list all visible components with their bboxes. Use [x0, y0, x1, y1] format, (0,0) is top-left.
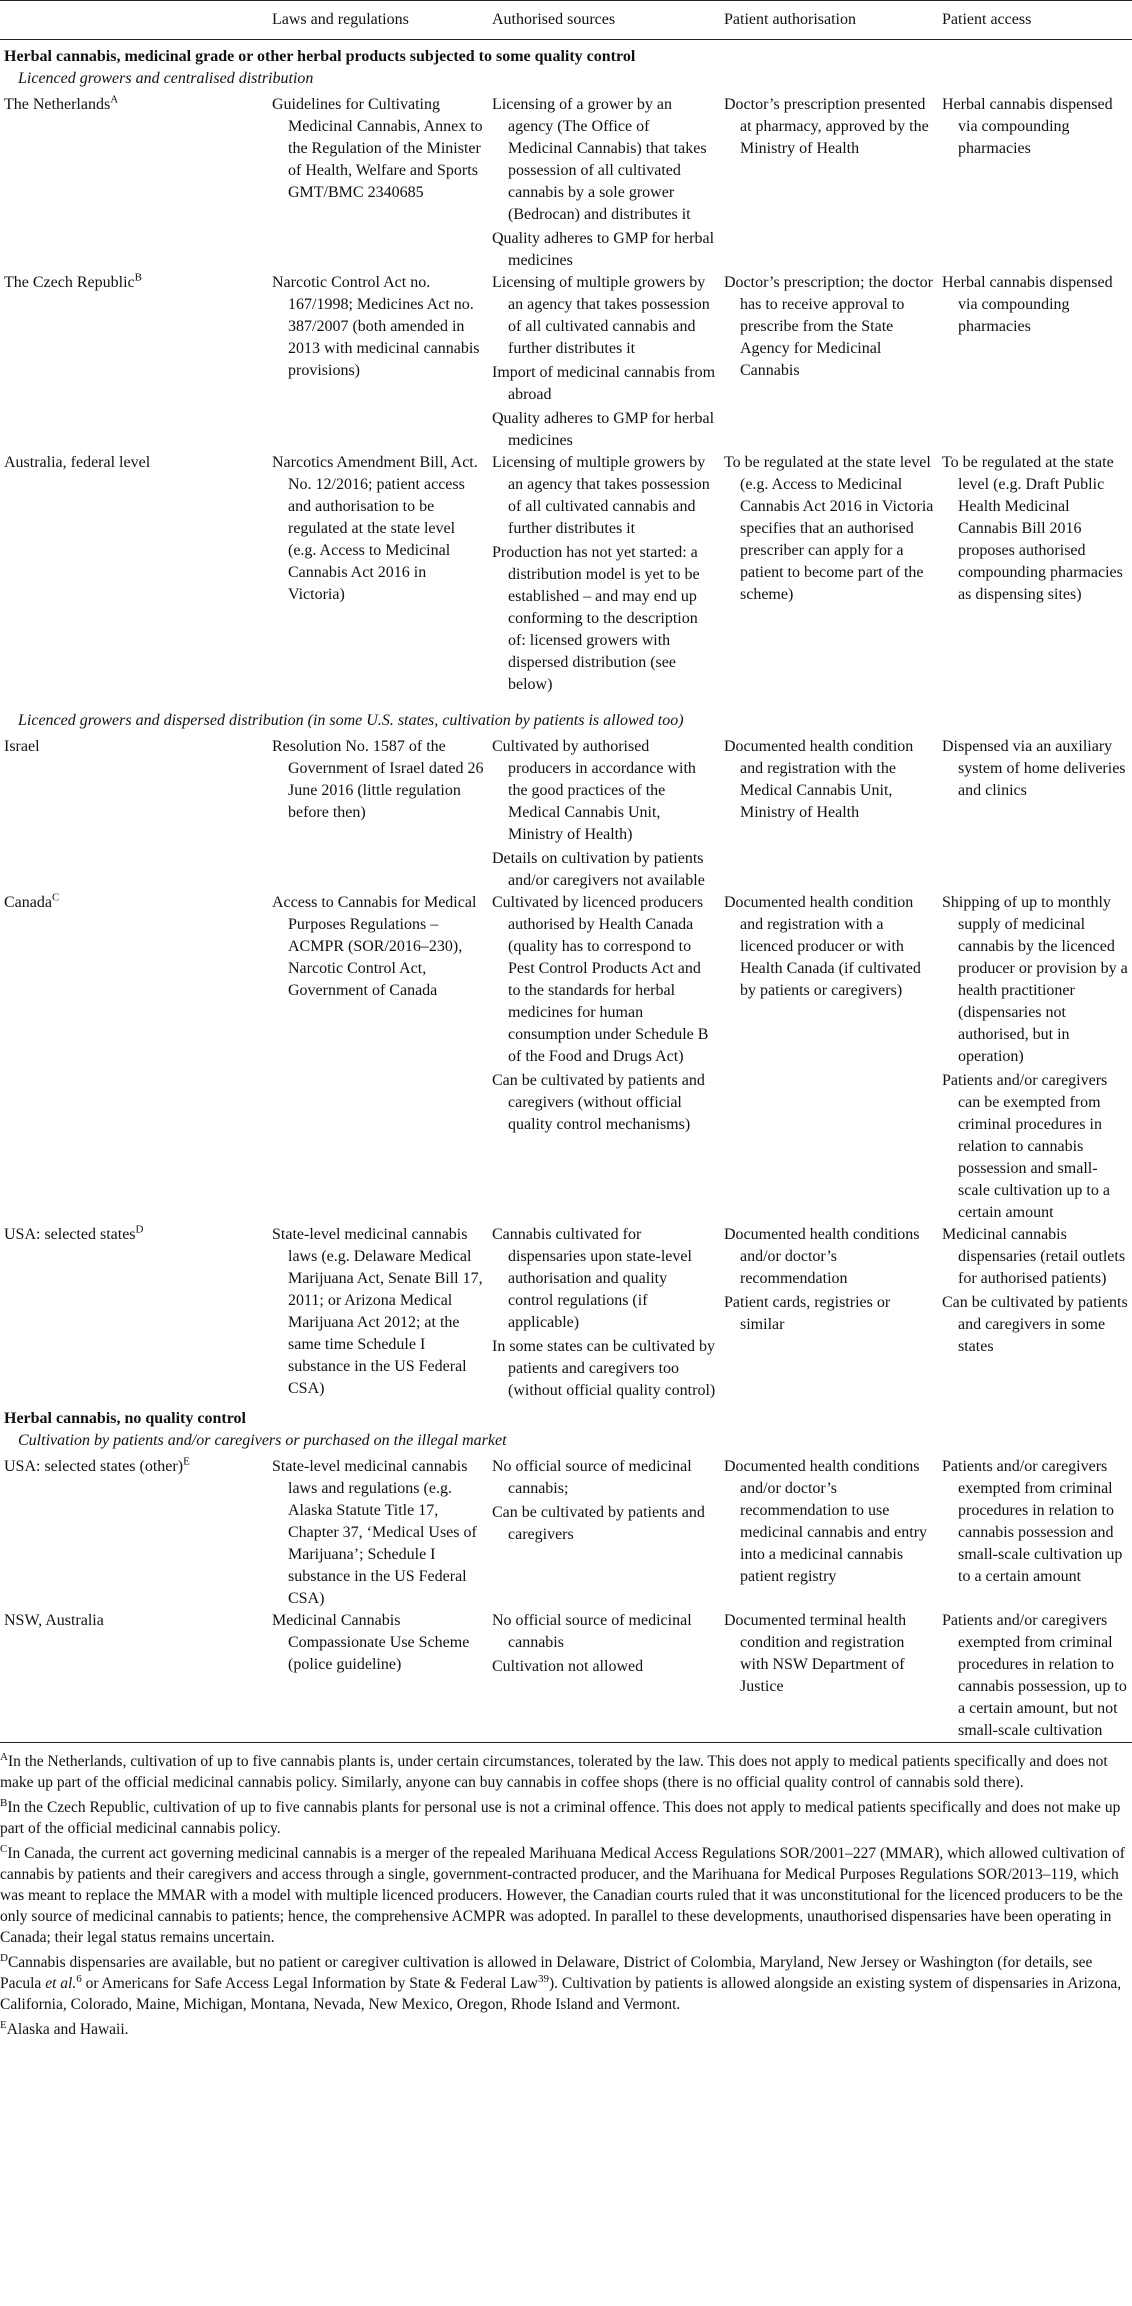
sources-text: In some states can be cultivated by patients and caregivers too (without official quality control) — [492, 1338, 716, 1399]
laws-text: Narcotic Control Act no. 167/1998; Medicines Act no. 387/2007 (both amended in 2013 with medicinal cannabis provisions) — [272, 274, 480, 379]
table-row — [0, 1610, 1132, 1743]
authorisation-cell — [720, 1224, 938, 1402]
sources-text: Details on cultivation by patients and/or caregivers not available — [492, 850, 705, 889]
authorisation-cell — [720, 736, 938, 892]
sources-text: Production has not yet started: a distribution model is yet to be established – and may end up conforming to the description of: licensed growers with dispersed distribution (see below) — [492, 544, 700, 693]
country-cell — [0, 1610, 268, 1743]
country-name: The Netherlands — [4, 96, 111, 113]
access-text: Patients and/or caregivers exempted from criminal procedures in relation to cannabis possession, up to a certain amount, but not small-scale cultivation — [942, 1612, 1127, 1739]
country-name: USA: selected states — [4, 1226, 136, 1243]
table-row — [0, 1456, 1132, 1610]
footnote-e: $^E$Alaska and Hawaii. — [0, 2018, 129, 2038]
laws-cell — [268, 272, 488, 452]
authorisation-text: Doctor’s prescription; the doctor has to receive approval to prescribe from the State Agency for Medicinal Cannabis — [724, 274, 933, 379]
subsection-title: Licenced growers and dispersed distribution (in some U.S. states, cultivation by patients is allowed too) — [18, 712, 684, 729]
footnote-a: $^A$In the Netherlands, cultivation of up to five cannabis plants is, under certain circumstances, tolerated by the law. This does not apply to medical patients specifically and does not make up part of the official medicinal cannabis policy. Similarly, anyone can buy cannabis in coffee shops (there is no official quality control of cannabis sold there). — [0, 1750, 1108, 1791]
sources-text: Import of medicinal cannabis from abroad — [492, 364, 716, 403]
table-row — [0, 94, 1132, 272]
authorisation-cell — [720, 452, 938, 696]
laws-cell — [268, 1610, 488, 1743]
table-row — [0, 736, 1132, 892]
access-cell — [938, 736, 1132, 892]
section-heading-row — [0, 1402, 1132, 1430]
laws-text: State-level medicinal cannabis laws and regulations (e.g. Alaska Statute Title 17, Chapter 37, ‘Medical Uses of Marijuana’; Schedule I substance in the US Federal CSA) — [272, 1458, 477, 1607]
sources-text: Can be cultivated by patients and caregivers (without official quality control mechanisms) — [492, 1072, 705, 1133]
sources-cell — [488, 1610, 720, 1743]
sources-text: No official source of medicinal cannabis — [492, 1612, 692, 1651]
section-title: Herbal cannabis, no quality control — [4, 1410, 246, 1427]
footnote-c: $^C$In Canada, the current act governing medicinal cannabis is a merger of the repealed Marihuana Medical Access Regulations SOR/2001–227 (MMAR), which allowed cultivation of cannabis by patients and their caregivers and access through a single, government-contracted producer, and the Marihuana for Medical Purposes Regulations SOR/2013–119, which was meant to replace the MMAR with a model with multiple licenced producers. However, the Canadian courts ruled that it was unconstitutional for the licenced producers to be the only source of medicinal cannabis to patients; hence, the comprehensive ACMPR was adopted. In parallel to these developments, unauthorised dispensaries have been operating in Canada; their legal status remains uncertain. — [0, 1842, 1125, 1946]
laws-text: Access to Cannabis for Medical Purposes Regulations – ACMPR (SOR/2016–230), Narcotic Control Act, Government of Canada — [272, 894, 477, 999]
laws-cell — [268, 452, 488, 696]
section-heading-row — [0, 40, 1132, 69]
table-row — [0, 272, 1132, 452]
country-cell — [0, 272, 268, 452]
subsection-title: Licenced growers and centralised distribution — [18, 70, 314, 87]
footnote-marker: C — [51, 891, 60, 904]
access-text: Dispensed via an auxiliary system of home deliveries and clinics — [942, 738, 1126, 799]
sources-text: Cannabis cultivated for dispensaries upon state-level authorisation and quality control regulations (if applicable) — [492, 1226, 692, 1331]
subsection-heading-row — [0, 68, 1132, 94]
table-row — [0, 892, 1132, 1224]
header-country — [0, 1, 268, 40]
access-cell — [938, 892, 1132, 1224]
authorisation-text: Documented health conditions and/or doctor’s recommendation — [724, 1226, 920, 1287]
laws-text: Resolution No. 1587 of the Government of Israel dated 26 June 2016 (little regulation before then) — [272, 738, 484, 821]
country-cell — [0, 94, 268, 272]
laws-text: State-level medicinal cannabis laws (e.g. Delaware Medical Marijuana Act, Senate Bill 17, 2011; or Arizona Medical Marijuana Act 2012; at the same time Schedule I substance in the US Federal CSA) — [272, 1226, 483, 1397]
country-name: USA: selected states (other) — [4, 1458, 184, 1475]
table-row — [0, 1224, 1132, 1402]
authorisation-text: Documented health condition and registration with a licenced producer or with Health Canada (if cultivated by patients or caregivers) — [724, 894, 921, 999]
country-cell — [0, 892, 268, 1224]
sources-cell — [488, 272, 720, 452]
footnote-marker: E — [183, 1455, 190, 1468]
country-name: Canada — [4, 894, 52, 911]
sources-cell — [488, 94, 720, 272]
authorisation-cell — [720, 892, 938, 1224]
authorisation-text: To be regulated at the state level (e.g. Access to Medicinal Cannabis Act 2016 in Victoria specifies that an authorised prescriber can apply for a patient to become part of the scheme) — [724, 454, 934, 603]
section-title: Herbal cannabis, medicinal grade or other herbal products subjected to some quality control — [4, 48, 636, 65]
sources-text: Licensing of a grower by an agency (The Office of Medicinal Cannabis) that takes possession of all cultivated cannabis by a sole grower (Bedrocan) and distributes it — [492, 96, 707, 223]
authorisation-text: Patient cards, registries or similar — [724, 1294, 891, 1333]
footnote-marker: A — [110, 93, 119, 106]
authorisation-text: Documented health condition and registration with the Medical Cannabis Unit, Ministry of Health — [724, 738, 914, 821]
country-name: Australia, federal level — [4, 454, 151, 471]
authorisation-cell — [720, 1456, 938, 1610]
header-sources: Authorised sources — [488, 1, 720, 40]
footnotes — [0, 1751, 1132, 2044]
laws-text: Narcotics Amendment Bill, Act. No. 12/2016; patient access and authorisation to be regulated at the state level (e.g. Access to Medicinal Cannabis Act 2016 in Victoria) — [272, 454, 478, 603]
authorisation-cell — [720, 94, 938, 272]
access-text: Patients and/or caregivers exempted from criminal procedures in relation to cannabis possession and small-scale cultivation up to a certain amount — [942, 1458, 1123, 1585]
header-authorisation: Patient authorisation — [720, 1, 938, 40]
subsection-title: Cultivation by patients and/or caregivers or purchased on the illegal market — [18, 1432, 507, 1449]
laws-cell — [268, 1224, 488, 1402]
country-cell — [0, 452, 268, 696]
authorisation-text: Documented health conditions and/or doctor’s recommendation to use medicinal cannabis and entry into a medicinal cannabis patient registry — [724, 1458, 928, 1585]
laws-text: Medicinal Cannabis Compassionate Use Scheme (police guideline) — [272, 1612, 470, 1673]
laws-text: Guidelines for Cultivating Medicinal Cannabis, Annex to the Regulation of the Minister of Health, Welfare and Sports GMT/BMC 2340685 — [272, 96, 483, 201]
sources-text: Quality adheres to GMP for herbal medicines — [492, 410, 715, 449]
sources-cell — [488, 1456, 720, 1610]
header-laws: Laws and regulations — [268, 1, 488, 40]
laws-cell — [268, 94, 488, 272]
access-cell — [938, 1456, 1132, 1610]
footnote-marker: B — [134, 271, 142, 284]
country-cell — [0, 1456, 268, 1610]
sources-text: Licensing of multiple growers by an agency that takes possession of all cultivated cannabis and further distributes it — [492, 454, 710, 537]
sources-text: Quality adheres to GMP for herbal medicines — [492, 230, 715, 269]
access-text: Medicinal cannabis dispensaries (retail outlets for authorised patients) — [942, 1226, 1126, 1287]
subsection-heading-row — [0, 1430, 1132, 1456]
authorisation-text: Doctor’s prescription presented at pharmacy, approved by the Ministry of Health — [724, 96, 929, 157]
laws-cell — [268, 892, 488, 1224]
laws-cell — [268, 1456, 488, 1610]
authorisation-text: Documented terminal health condition and registration with NSW Department of Justice — [724, 1612, 907, 1695]
access-cell — [938, 272, 1132, 452]
access-cell — [938, 1610, 1132, 1743]
access-text: To be regulated at the state level (e.g. Draft Public Health Medicinal Cannabis Bill 2016 proposes authorised compounding pharmacies as dispensing sites) — [942, 454, 1123, 603]
sources-text: Cultivated by licenced producers authorised by Health Canada (quality has to correspond to Pest Control Products Act and to the standards for herbal medicines for human consumption under Schedule B of the Food and Drugs Act) — [492, 894, 709, 1065]
country-name: NSW, Australia — [4, 1612, 104, 1629]
footnote-b: $^B$In the Czech Republic, cultivation of up to five cannabis plants for personal use is not a criminal offence. This does not apply to medical patients specifically and does not make up part of the official medicinal cannabis policy. — [0, 1796, 1121, 1837]
country-cell — [0, 736, 268, 892]
sources-text: Can be cultivated by patients and caregivers — [492, 1504, 705, 1543]
access-text: Can be cultivated by patients and caregivers in some states — [942, 1294, 1128, 1355]
sources-text: No official source of medicinal cannabis; — [492, 1458, 692, 1497]
table-row — [0, 452, 1132, 696]
access-cell — [938, 1224, 1132, 1402]
table-body — [0, 40, 1132, 1743]
table-header-row — [0, 1, 1132, 40]
access-cell — [938, 94, 1132, 272]
authorisation-cell — [720, 1610, 938, 1743]
sources-cell — [488, 452, 720, 696]
sources-text: Cultivated by authorised producers in accordance with the good practices of the Medical Cannabis Unit, Ministry of Health) — [492, 738, 696, 843]
access-text: Herbal cannabis dispensed via compounding pharmacies — [942, 96, 1113, 157]
laws-cell — [268, 736, 488, 892]
sources-cell — [488, 892, 720, 1224]
footnote-d: $^D$Cannabis dispensaries are available, but no patient or caregiver cultivation is allowed in Delaware, District of Colombia, Maryland, New Jersey or Washington (for details, see Pacula et al.$^6$ or Americans for Safe Access Legal Information by State & Federal Law$^{39}$). Cultivation by patients is allowed alongside an existing system of dispensaries in Arizona, California, Colorado, Maine, Michigan, Montana, Nevada, New Mexico, Oregon, Rhode Island and Vermont. — [0, 1951, 1122, 2013]
header-access: Patient access — [938, 1, 1132, 40]
access-text: Patients and/or caregivers can be exempted from criminal procedures in relation to cannabis possession and small-scale cultivation up to a certain amount — [942, 1072, 1110, 1221]
subsection-heading-row — [0, 696, 1132, 736]
sources-text: Licensing of multiple growers by an agency that takes possession of all cultivated cannabis and further distributes it — [492, 274, 710, 357]
footnote-marker: D — [135, 1223, 144, 1236]
country-name: Israel — [4, 738, 40, 755]
authorisation-cell — [720, 272, 938, 452]
access-text: Shipping of up to monthly supply of medicinal cannabis by the licenced producer or provision by a health practitioner (dispensaries not authorised, but in operation) — [942, 894, 1128, 1065]
access-text: Herbal cannabis dispensed via compounding pharmacies — [942, 274, 1113, 335]
access-cell — [938, 452, 1132, 696]
sources-cell — [488, 1224, 720, 1402]
country-cell — [0, 1224, 268, 1402]
country-name: The Czech Republic — [4, 274, 135, 291]
sources-cell — [488, 736, 720, 892]
sources-text: Cultivation not allowed — [492, 1658, 644, 1675]
